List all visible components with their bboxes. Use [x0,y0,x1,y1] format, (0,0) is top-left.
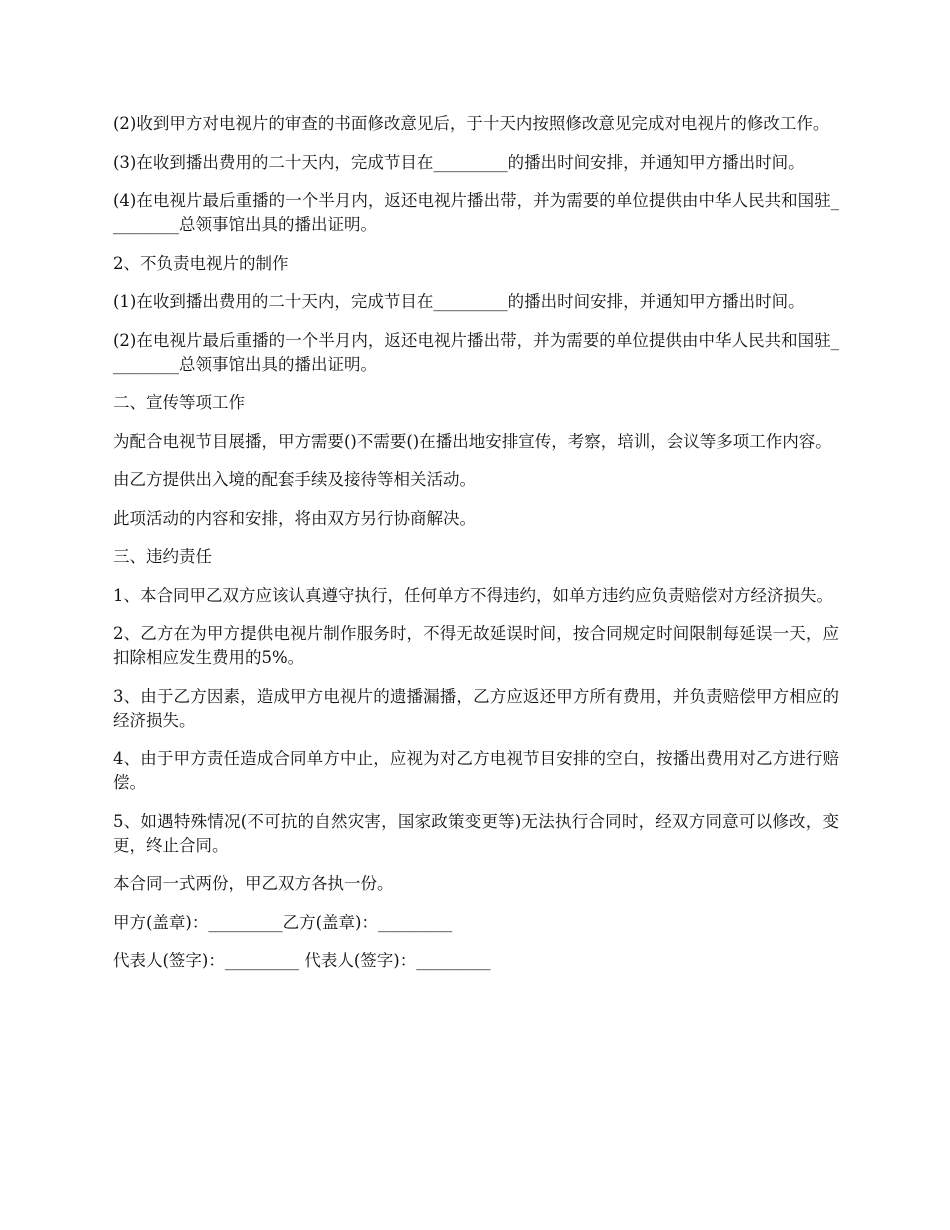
party-seal-line: 甲方(盖章)：_________乙方(盖章)：_________ [113,912,453,932]
document-body [113,112,839,988]
clause-2-3-broadcast-schedule: (3)在收到播出费用的二十天内，完成节目在_________的播出时间安排，并通知甲方播出时间。 [113,152,805,172]
section-publicity-heading: 二、宣传等项工作 [113,393,245,412]
clause-2b-2-return-tape: (2)在电视片最后重播的一个半月内，返还电视片播出带，并为需要的单位提供由中华人民共和国驻_________总领事馆出具的播出证明。 [113,330,839,374]
liability-clause-5: 5、如遇特殊情况(不可抗的自然灾害，国家政策变更等)无法执行合同时，经双方同意可以修改，变更，终止合同。 [113,811,839,855]
liability-clause-4: 4、由于甲方责任造成合同单方中止，应视为对乙方电视节目安排的空白，按播出费用对乙方进行赔偿。 [113,749,839,792]
section-2-no-production-heading: 2、不负责电视片的制作 [113,253,289,273]
clause-2b-1-broadcast-schedule: (1)在收到播出费用的二十天内，完成节目在_________的播出时间安排，并通知甲方播出时间。 [113,292,805,311]
representative-signature-line: 代表人(签字)：_________ 代表人(签字)：_________ [113,951,491,970]
publicity-paragraph-2: 由乙方提供出入境的配套手续及接待等相关活动。 [113,470,476,489]
copies-statement: 本合同一式两份，甲乙双方各执一份。 [113,874,394,893]
liability-clause-2: 2、乙方在为甲方提供电视片制作服务时，不得无故延误时间，按合同规定时间限制每延误一天，应扣除相应发生费用的5%。 [113,624,839,667]
liability-clause-3: 3、由于乙方因素，造成甲方电视片的遗播漏播，乙方应返还甲方所有费用，并负责赔偿甲方相应的经济损失。 [113,686,839,730]
publicity-paragraph-3: 此项活动的内容和安排，将由双方另行协商解决。 [113,508,476,528]
clause-2-2-revision: (2)收到甲方对电视片的审查的书面修改意见后，于十天内按照修改意见完成对电视片的修改工作。 [113,114,830,133]
clause-2-4-return-tape: (4)在电视片最后重播的一个半月内，返还电视片播出带，并为需要的单位提供由中华人民共和国驻_________总领事馆出具的播出证明。 [113,191,839,234]
liability-clause-1: 1、本合同甲乙双方应该认真遵守执行，任何单方不得违约，如单方违约应负责赔偿对方经济损失。 [113,585,833,605]
publicity-paragraph-1: 为配合电视节目展播，甲方需要()不需要()在播出地安排宣传，考察，培训，会议等多项工作内容。 [113,431,832,451]
section-liability-heading: 三、违约责任 [113,547,212,566]
